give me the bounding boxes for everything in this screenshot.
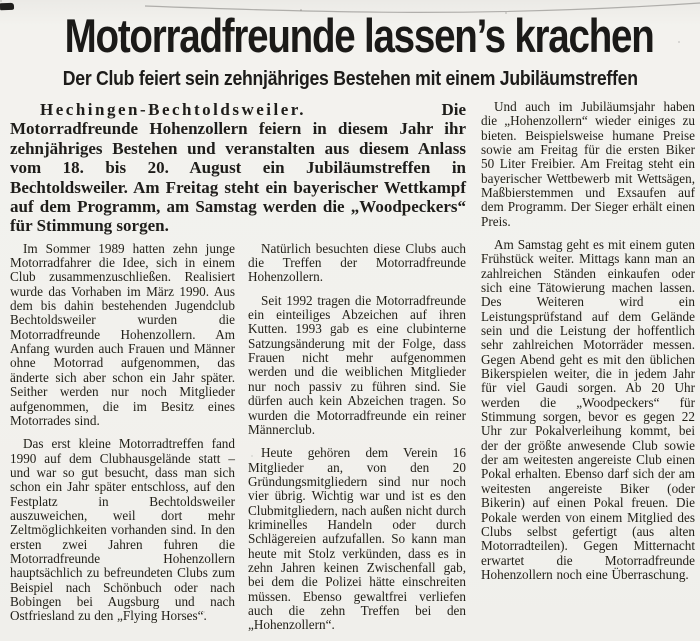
- article-subhead: Der Club feiert sein zehnjähriges Bestehen mit einem Jubiläumstreffen: [62, 66, 638, 90]
- column-1: [10, 242, 235, 633]
- paragraph: Heute gehören dem Verein 16 Mitglieder an, von den 20 Gründungsmitgliedern sind nur noch vier übrig. Wichtig war und ist es den Clubmitgliedern, nach außen nicht durch kriminelles Handeln oder durch Schlägereien aufzufallen. So kann man heute mit Stolz verkünden, dass es in zehn Jahren keinen Zwischenfall gab, bei dem die Polizei hätte einschreiten müssen. Ebenso gewaltfrei verliefen auch die zehn Treffen bei den „Hohenzollern“.: [248, 445, 466, 633]
- article-header: [0, 0, 700, 91]
- dateline: Hechingen-Bechtoldsweiler.: [40, 99, 306, 119]
- paragraph: Am Samstag geht es mit einem guten Frühstück weiter. Mittags kann man an zahlreichen Ständen einkaufen oder sich eine Tätowierung machen lassen. Des Weiteren wird ein Leistungsprüfstand auf dem Gelände sein und die Leistung der hoffentlich sehr zahlreichen Motorräder messen. Gegen Abend geht es mit den üblichen Bikerspielen weiter, die in jedem Jahr für viel Gaudi sorgen. Ab 20 Uhr werden die „Woodpeckers“ für Stimmung sorgen, bevor es gegen 22 Uhr zur Pokalverleihung kommt, bei der der größte anwesende Club sowie der am weitesten angereiste Club einen Pokal erhalten. Ebenso darf sich der am weitesten angereiste Biker (oder Bikerin) auf einen Pokal freuen. Die Pokale werden von einem Mitglied des Clubs selbst gefertigt (aus alten Motorradteilen). Gegen Mitternacht erwartet die Motorradfreunde Hohenzollern noch eine Überraschung.: [481, 236, 695, 582]
- article-headline: Motorradfreunde lassen’s krachen: [64, 9, 654, 62]
- column-2: [248, 242, 466, 633]
- lead-and-columns: [10, 100, 466, 633]
- article-content: [0, 91, 700, 633]
- column-row: [10, 242, 466, 633]
- lead-text: Die Motorradfreunde Hohenzollern feiern in diesem Jahr ihr zehnjähriges Bestehen und veranstalten aus diesem Anlass vom 18. bis 20. August ein Jubiläumstreffen in Bechtoldsweiler. Am Freitag steht ein bayerischer Wettkampf auf dem Programm, am Samstag werden die „Woodpeckers“ für Stimmung sorgen.: [10, 99, 466, 236]
- paragraph: Seit 1992 tragen die Motorradfreunde ein einteiliges Abzeichen auf ihren Kutten. 1993 gab es eine clubinterne Satzungsänderung mit der Folge, dass Frauen nicht mehr aufgenommen werden und die weiblichen Mitglieder nur noch passiv zu führen sind. Sie dürfen auch kein Abzeichen tragen. So wurden die Motorradfreunde ein reiner Männerclub.: [248, 292, 466, 437]
- paragraph: Das erst kleine Motorradtreffen fand 1990 auf dem Clubhausgelände statt – und war so gut besucht, dass man sich schon ein Jahr später entschloss, auf den Festplatz in Bechtoldsweiler auszuweichen, weil dort mehr Zeltmöglichkeiten vorhanden sind. In den ersten zwei Jahren fuhren die Motorradfreunde Hohenzollern hauptsächlich zu befreundeten Clubs zum Beispiel nach Schönbuch oder nach Bobingen bei Augsburg und nach Ostfriesland zu den „Flying Horses“.: [10, 436, 235, 624]
- paragraph: Natürlich besuchten diese Clubs auch die Treffen der Motorradfreunde Hohenzollern.: [248, 240, 466, 285]
- paragraph: Und auch im Jubiläumsjahr haben die „Hohenzollern“ wieder einiges zu bieten. Beispielsweise humane Preise sowie am Freitag für die ersten Biker 50 Liter Freibier. Am Freitag steht ein bayerischer Wettbewerb mit Wettsägen, Maßbierstemmen und Exsaufen auf dem Programm. Der Sieger erhält einen Preis.: [481, 98, 695, 229]
- paragraph: Im Sommer 1989 hatten zehn junge Motorradfahrer die Idee, sich in einem Club zusammenzuschließen. Realisiert wurde das Vorhaben im März 1990. Aus dem bis dahin bestehenden Jugendclub Bechtoldsweiler wurden die Motorradfreunde Hohenzollern. Am Anfang wurden auch Frauen und Männer ohne Motorrad aufgenommen, das änderte sich aber schon ein Jahr später. Seither werden nur noch Mitglieder aufgenommen, die im Besitz eines Motorrades sind.: [10, 240, 235, 428]
- column-3: [481, 100, 695, 582]
- lead-paragraph: [10, 100, 466, 236]
